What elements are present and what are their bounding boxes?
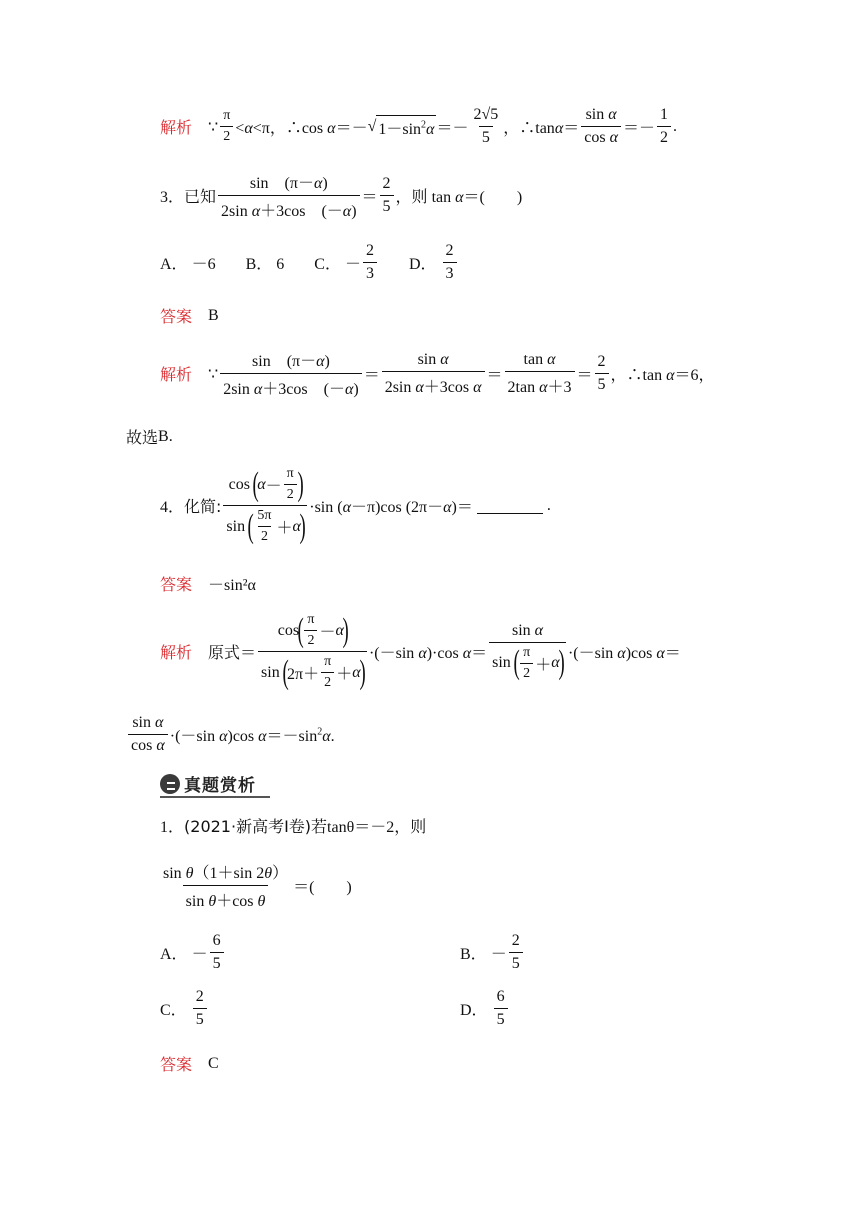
q3-solution: 解析 ∵ $\frac{\sin (\pi-\alpha)}{\text{2sin α＋3cos (－α)}}$ ＝ $\frac{\text{sin α}}{\text{2sin α＋3cos α}}$ ＝ $\frac{\text{tan α}}{\text{2tan α＋3}}$ ＝ $\frac{2}{5}$ ，∴tan α＝6，: [160, 350, 715, 398]
q1-answer-value: C: [208, 1054, 219, 1072]
q4-solution-cont: $\frac{\text{sin α}}{\text{cos α}}$ ·(－sin α)cos $\alpha=-\sin^2\alpha$.: [126, 714, 335, 755]
frac-sin-cos: $\frac{\text{sin α}}{\text{cos α}}$: [581, 106, 621, 147]
q1-option-a[interactable]: A． － $\frac{6}{5}$: [160, 932, 226, 973]
q3-option-c[interactable]: C． － $\frac{2}{3}$: [314, 242, 379, 283]
q4-answer: 答案 －sin²α: [160, 572, 256, 595]
q1-source: (2021·新高考Ⅰ卷): [184, 817, 312, 836]
q4-solution: 解析 原式 ＝ cos ( $\frac{\pi}{2}$ － α ) sin ( 2π＋ $\frac{\pi}{2}$ ＋ α ) ·(－sin α)·cos α＝ sin α sin ( $\frac{\pi}{2}$ ＋ α ) ·(－sin α)cos α＝: [160, 611, 681, 691]
q4-answer-value: －sin²α: [208, 577, 256, 594]
q3-options: [160, 242, 459, 283]
section-title: 真题赏析: [184, 776, 256, 796]
q1-option-d[interactable]: D． $\frac{6}{5}$: [460, 988, 510, 1029]
answer-label: 答案: [160, 307, 193, 326]
q3-option-a[interactable]: A． －6: [160, 256, 216, 273]
frac-2sqrt5-5: $\frac{2√5}{5}$: [473, 106, 499, 146]
exam-question-1: 1． (2021·新高考Ⅰ卷) 若 tanθ＝－2， 则: [160, 814, 426, 837]
sqrt-expr: √ $1-\sin^2\alpha$: [368, 115, 437, 139]
q1-option-c[interactable]: C． $\frac{2}{5}$: [160, 988, 209, 1029]
q1-expression: $\frac{\text{sin θ（1＋sin 2θ）}}{\text{sin θ＋cos θ}}$ ＝( ): [163, 865, 352, 910]
question-3: 3． 已知 $\frac{\sin (\pi-\alpha)}{\text{2sin α＋3cos (－α)}}$ ＝ $\frac{2}{5}$ ， 则 tan α＝( ): [160, 170, 522, 221]
prev-solution: 解析 ∵ $\frac{\pi}{2}$ <α<π，∴cos α＝－ √ $1-\sin^2\alpha$ ＝－ $\frac{2√5}{5}$ ，∴tanα＝ $\frac{\text{sin α}}{\text{cos α}}$ ＝－ $\frac{1}{2}$ .: [160, 106, 677, 146]
q3-answer-value: B: [208, 306, 219, 324]
q3-answer: [160, 304, 219, 327]
section-heading: [160, 771, 256, 796]
section-divider: [160, 796, 270, 798]
q4-main-frac: cos ( α － $\frac{\pi}{2}$ ) sin ( $\frac{5\pi}{2}$ ＋ α ): [223, 466, 307, 545]
q3-number: 3．: [160, 189, 185, 206]
q1-answer: 答案 C: [160, 1054, 219, 1074]
q3-conclusion: 故选 B.: [126, 427, 173, 447]
fill-blank[interactable]: [477, 497, 543, 514]
q3-option-d[interactable]: D． $\frac{2}{3}$: [409, 242, 459, 283]
frac-2-5: $\frac{2}{5}$: [380, 175, 394, 216]
section-badge-icon: [160, 774, 180, 794]
q1-condition: tanθ＝－2，: [327, 819, 411, 836]
q1-option-b[interactable]: B． － $\frac{2}{5}$: [460, 932, 525, 973]
because-symbol: ∵: [208, 118, 219, 136]
jiexi-label: 解析: [160, 118, 193, 137]
question-4: 4． 化简: cos ( α － $\frac{\pi}{2}$ ) sin ( $\frac{5\pi}{2}$ ＋ α ) ·sin (α－π)cos (2π－α)＝ .: [160, 465, 551, 545]
frac-1-2: $\frac{1}{2}$: [657, 106, 671, 147]
frac-pi-2: $\frac{\pi}{2}$: [220, 108, 233, 145]
q3-given-frac: $\frac{\sin (\pi-\alpha)}{\text{2sin α＋3cos (－α)}}$: [218, 170, 359, 221]
q3-option-b[interactable]: B． 6: [245, 256, 285, 273]
